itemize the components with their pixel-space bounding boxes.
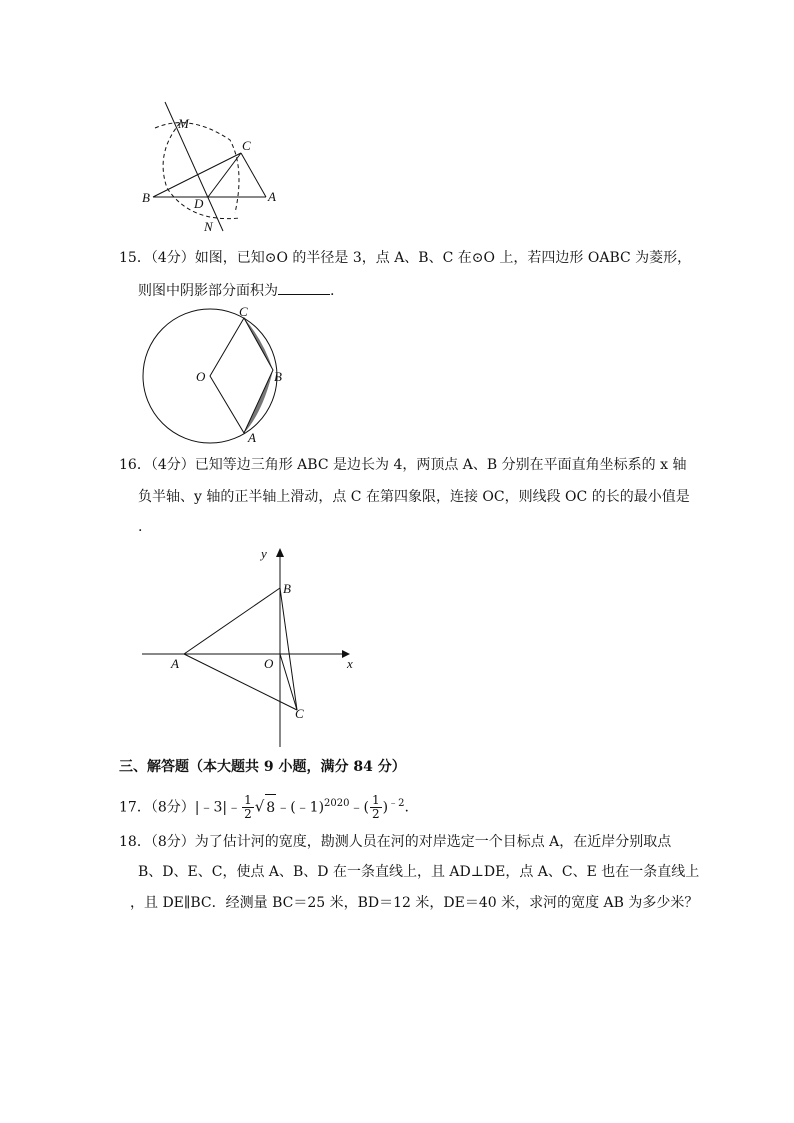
section-3-heading: 三、解答题（本大题共 9 小题，满分 84 分） <box>119 759 406 775</box>
q17-number: 17．（8分） <box>119 799 195 816</box>
q17-fraction-half: $\frac{1}{2}$ <box>244 793 252 822</box>
q17-line <box>119 791 409 821</box>
q18-line2 <box>138 862 699 882</box>
q16-line2 <box>138 487 690 507</box>
label-M: M <box>178 116 189 131</box>
label-x: x <box>347 656 353 671</box>
q18-line3 <box>130 893 698 913</box>
label-N: N <box>204 219 213 234</box>
construction-diagram <box>135 98 295 238</box>
q17-exponent-2020: 2020 <box>324 798 350 809</box>
q16-line1 <box>119 455 686 475</box>
label-C: C <box>295 706 304 721</box>
q16-text-line1: 已知等边三角形 ABC 是边长为 4，两顶点 A、B 分别在平面直角坐标系的 x 轴 <box>194 457 687 473</box>
section-3-title <box>119 757 406 777</box>
circle-rhombus-diagram <box>135 302 300 452</box>
q18-text-line3: ，且 DE∥BC．经测量 BC＝25 米，BD＝12 米，DE＝40 米，求河的宽度 AB 为多少米？ <box>130 895 699 911</box>
answer-blank <box>278 281 330 295</box>
q16-text-line3: . <box>138 519 143 535</box>
q15-text-line2: 则图中阴影部分面积为 <box>138 283 278 299</box>
q18-text-line1: 为了估计河的宽度，勘测人员在河的对岸选定一个目标点 A，在近岸分别取点 <box>194 834 672 850</box>
figure-q14 <box>135 98 295 238</box>
q15-text-line1: 如图，已知⊙O 的半径是 3，点 A、B、C 在⊙O 上，若四边形 OABC 为菱形， <box>194 250 692 266</box>
label-A: A <box>268 189 276 204</box>
q17-radicand: 8 <box>265 794 276 821</box>
q16-text-line2: 负半轴、y 轴的正半轴上滑动，点 C 在第四象限，连接 OC，则线段 OC 的长的最小值是 <box>138 489 690 505</box>
label-O: O <box>264 656 274 671</box>
sqrt-symbol: √ <box>254 797 265 816</box>
q16-line3 <box>138 517 142 537</box>
label-C: C <box>239 304 248 319</box>
label-y: y <box>261 546 267 561</box>
q17-end: . <box>404 799 409 816</box>
label-A: A <box>248 430 256 445</box>
q17-paren-open: ﹣( <box>349 799 369 816</box>
q15-number: 15．（4分） <box>119 250 195 266</box>
label-D: D <box>194 196 204 211</box>
q18-line1 <box>119 832 671 852</box>
label-A: A <box>171 656 179 671</box>
q16-number: 16．（4分） <box>119 457 195 473</box>
q17-exponent-neg2: ﹣2 <box>388 798 405 809</box>
q18-text-line2: B、D、E、C，使点 A、B、D 在一条直线上，且 AD⊥DE，点 A、C、E 也在一条直线上 <box>138 864 700 880</box>
q17-paren-close: ) <box>382 799 389 816</box>
label-O: O <box>196 369 206 384</box>
q17-fraction-half-2: $\frac{1}{2}$ <box>371 793 380 822</box>
label-B: B <box>274 369 282 384</box>
q15-line2 <box>138 281 334 301</box>
coordinate-diagram <box>140 540 370 750</box>
q15-line1 <box>119 248 691 268</box>
label-B: B <box>283 581 291 596</box>
q18-number: 18．（8分） <box>119 834 195 850</box>
q17-power-part: ﹣(﹣1) <box>276 799 325 816</box>
label-C: C <box>242 138 251 153</box>
q17-abs: |﹣3|﹣ <box>194 799 242 816</box>
q15-line2-end: . <box>330 283 335 299</box>
label-B: B <box>142 190 150 205</box>
figure-q16 <box>140 540 370 750</box>
figure-q15 <box>135 302 300 452</box>
